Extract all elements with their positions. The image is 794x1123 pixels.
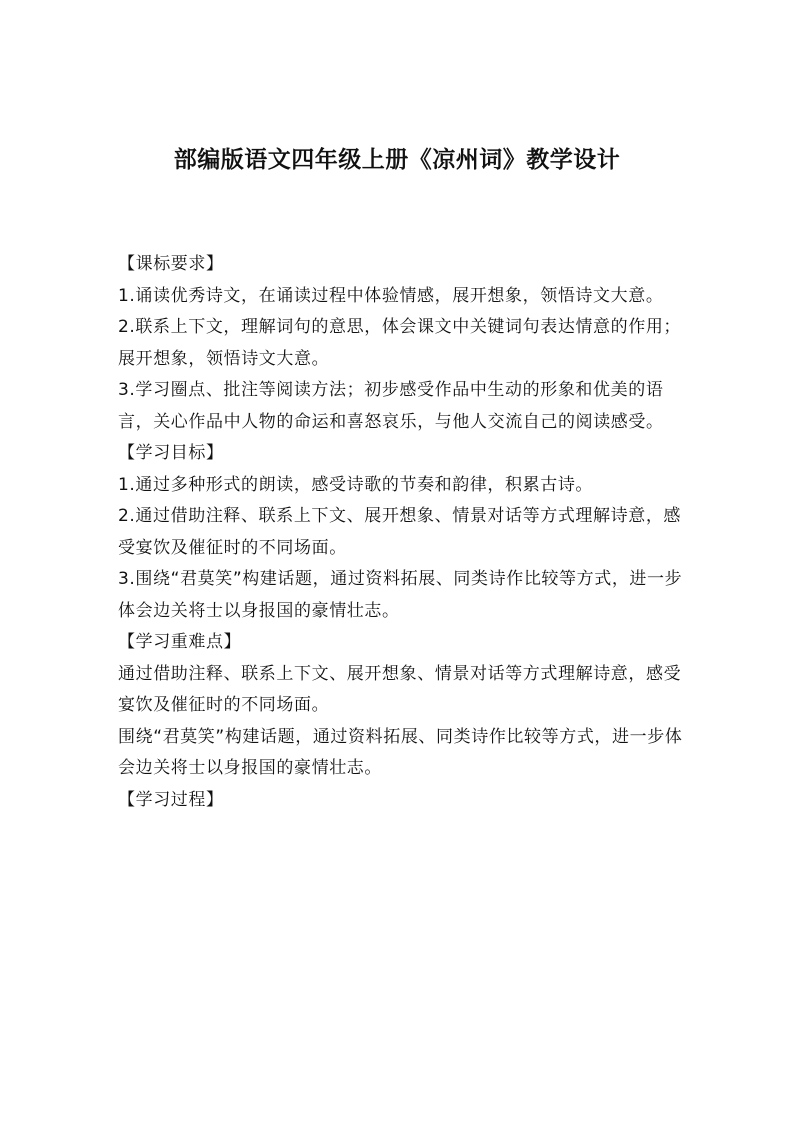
section-heading-curriculum-requirements: 【课标要求】 xyxy=(118,254,224,274)
section-heading-learning-process: 【学习过程】 xyxy=(118,789,224,810)
document-title: 部编版语文四年级上册《凉州词》教学设计 xyxy=(173,147,621,173)
key-difficulty-1: 通过借助注释、联系上下文、展开想象、情景对话等方式理解诗意，感受宴饮及催征时的不同场面。 xyxy=(118,663,682,715)
key-difficulty-2: 围绕“君莫笑”构建话题，通过资料拓展、同类诗作比较等方式，进一步体会边关将士以身报国的豪情壮志。 xyxy=(118,726,683,778)
learning-objective-3: 3.围绕“君莫笑”构建话题，通过资料拓展、同类诗作比较等方式，进一步体会边关将士以身报国的豪情壮志。 xyxy=(118,569,683,621)
section-heading-learning-objectives: 【学习目标】 xyxy=(118,443,224,463)
section-heading-key-difficulties: 【学习重难点】 xyxy=(118,632,242,652)
curriculum-requirement-3: 3.学习圈点、批注等阅读方法；初步感受作品中生动的形象和优美的语言，关心作品中人物的命运和喜怒哀乐，与他人交流自己的阅读感受。 xyxy=(118,380,664,432)
learning-objective-2: 2.通过借助注释、联系上下文、展开想象、情景对话等方式理解诗意，感受宴饮及催征时的不同场面。 xyxy=(118,506,682,558)
learning-objective-1: 1.通过多种形式的朗读，感受诗歌的节奏和韵律，积累古诗。 xyxy=(118,474,594,495)
document-body xyxy=(118,249,684,816)
curriculum-requirement-1: 1.诵读优秀诗文，在诵读过程中体验情感，展开想象，领悟诗文大意。 xyxy=(118,285,664,306)
curriculum-requirement-2: 2.联系上下文，理解词句的意思，体会课文中关键词句表达情意的作用；展开想象，领悟诗文大意。 xyxy=(118,317,682,369)
